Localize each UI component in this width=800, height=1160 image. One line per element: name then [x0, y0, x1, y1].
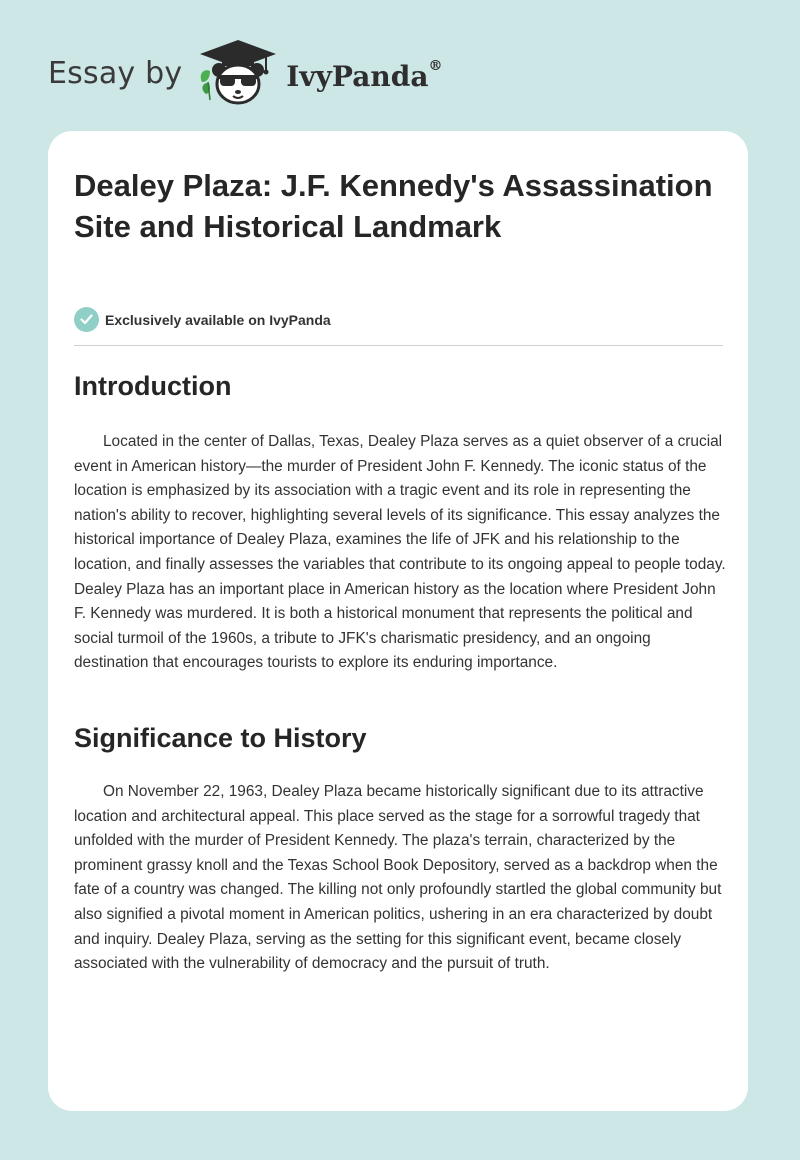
essay-title: Dealey Plaza: J.F. Kennedy's Assassination Site and Historical Landmark: [74, 168, 713, 244]
section-paragraph-significance: On November 22, 1963, Dealey Plaza became historically significant due to its attractive location and architectural appeal. This place served as the stage for a sorrowful tragedy that unfolded with the murder of President Kennedy. The plaza's terrain, characterized by the prominent grassy knoll and the Texas School Book Depository, served as a backdrop when the fate of a country was changed. The killing not only profoundly startled the global community but also signified a pivotal moment in American politics, ushering in an era characterized by doubt and inquiry. Dealey Plaza, serving as the setting for this significant event, became closely associated with the vulnerability of democracy and the pursuit of truth.: [74, 783, 722, 973]
essay-card: [48, 131, 748, 1111]
section-heading-introduction: Introduction: [74, 371, 232, 401]
exclusive-badge: [74, 307, 331, 332]
site-header: [48, 38, 442, 108]
check-icon: [74, 307, 99, 332]
exclusive-badge-label: Exclusively available on IvyPanda: [105, 311, 331, 328]
section-heading-significance: Significance to History: [74, 723, 367, 753]
brand-name: IvyPanda®: [286, 57, 443, 93]
essay-by-label: Essay by: [48, 55, 183, 91]
section-paragraph-introduction: Located in the center of Dallas, Texas, Dealey Plaza serves as a quiet observer of a crucial event in American history—the murder of President John F. Kennedy. The iconic status of the location is emphasized by its association with a tragic event and its role in representing the nation's ability to recover, highlighting several levels of its significance. This essay analyzes the historical importance of Dealey Plaza, examines the life of JFK and his relationship to the location, and finally assesses the variables that contribute to its ongoing appeal to people today. Dealey Plaza has an important place in American history as the location where President John F. Kennedy was murdered. It is both a historical monument that represents the political and social turmoil of the 1960s, a tribute to JFK's charismatic presidency, and an ongoing destination that encourages tourists to explore its enduring importance.: [74, 433, 726, 672]
panda-graduate-icon: [196, 38, 280, 108]
title-divider: [74, 345, 723, 346]
